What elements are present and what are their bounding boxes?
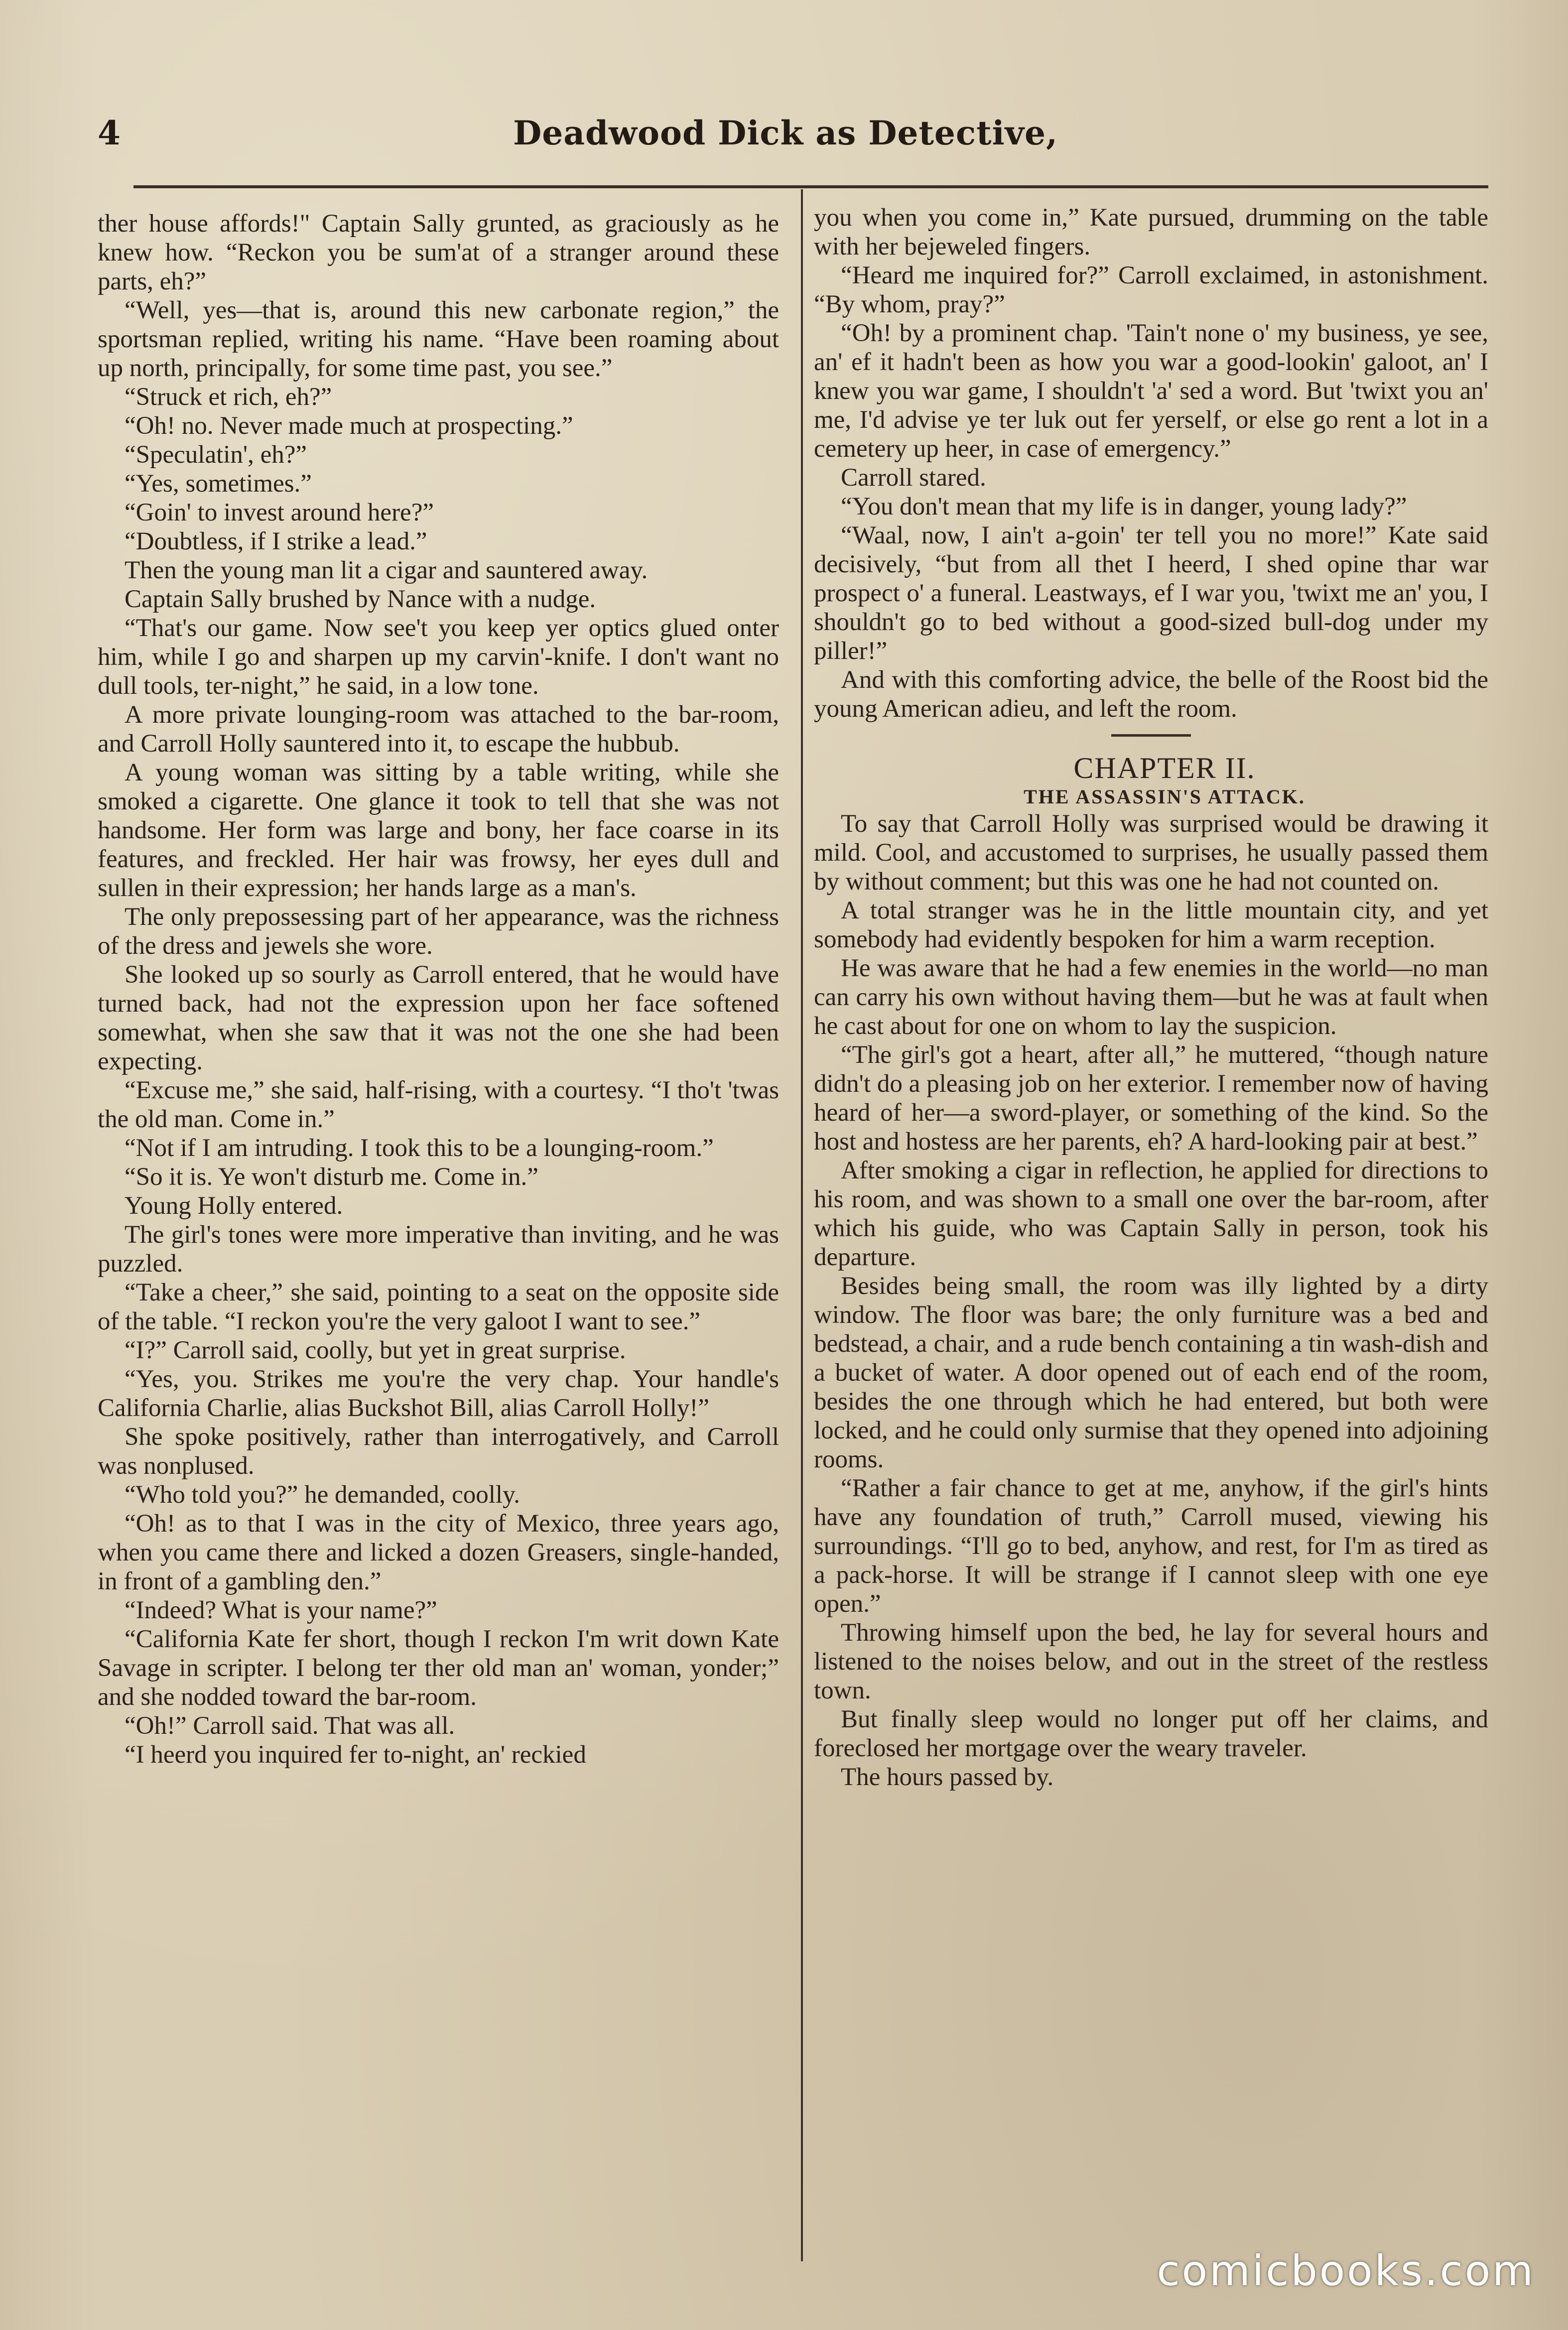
paragraph: “So it is. Ye won't disturb me. Come in.” <box>125 1163 538 1191</box>
chapter-title: CHAPTER II. <box>1073 752 1256 784</box>
right-column <box>814 203 1488 2255</box>
paragraph: “Excuse me,” she said, half-rising, with a courtesy. “I tho't 'twas the old man. Come in.” <box>98 1076 779 1133</box>
paragraph: After smoking a cigar in reflection, he applied for directions to his room, and was shown to a small one over the bar-room, after which his guide, who was Captain Sally in person, took his departure. <box>814 1157 1488 1271</box>
watermark: comicbooks.com <box>1157 2246 1535 2295</box>
paragraph: “Speculatin', eh?” <box>125 441 307 469</box>
paragraph: “I heerd you inquired fer to-night, an' reckied <box>125 1741 586 1769</box>
paragraph: “Rather a fair chance to get at me, anyhow, if the girl's hints have any foundation of truth,” Carroll mused, viewing his surroundings. “I'll go to bed, anyhow, and rest, for I'm as tired as a pack-horse. It will be strange if I cannot sleep with one eye open.” <box>814 1474 1488 1618</box>
paragraph: “Doubtless, if I strike a lead.” <box>125 527 427 555</box>
right-column-text-after-chapter <box>814 809 1488 1792</box>
paragraph: “Struck et rich, eh?” <box>125 383 332 411</box>
section-divider <box>1111 734 1191 737</box>
left-column <box>98 209 779 2261</box>
paragraph: A more private lounging-room was attached to the bar-room, and Carroll Holly sauntered into it, to escape the hubbub. <box>98 701 779 758</box>
paragraph: Carroll stared. <box>841 464 986 492</box>
paragraph: She spoke positively, rather than interrogatively, and Carroll was nonplused. <box>98 1423 779 1480</box>
paragraph: Captain Sally brushed by Nance with a nudge. <box>125 585 596 613</box>
paragraph: She looked up so sourly as Carroll entered, that he would have turned back, had not the expression upon her face softened somewhat, when she saw that it was not the one she had been expecting. <box>98 961 779 1075</box>
page-header <box>0 114 1568 173</box>
paragraph: “Indeed? What is your name?” <box>125 1596 437 1624</box>
paragraph: “Yes, you. Strikes me you're the very chap. Your handle's California Charlie, alias Buckshot Bill, alias Carroll Holly!” <box>98 1365 779 1422</box>
paragraph: “Take a cheer,” she said, pointing to a seat on the opposite side of the table. “I reckon you're the very galoot I want to see.” <box>98 1279 779 1335</box>
page-number: 4 <box>98 114 121 152</box>
paragraph: “Heard me inquired for?” Carroll exclaimed, in astonishment. “By whom, pray?” <box>814 261 1488 318</box>
paragraph: “Well, yes—that is, around this new carbonate region,” the sportsman replied, writing his name. “Have been roaming about up north, principally, for some time past, you see.” <box>98 296 779 382</box>
paragraph: you when you come in,” Kate pursued, drumming on the table with her bejeweled fingers. <box>814 204 1488 260</box>
paragraph: Then the young man lit a cigar and sauntered away. <box>125 556 648 584</box>
paragraph: He was aware that he had a few enemies in the world—no man can carry his own without having them—but he was at fault when he cast about for one on whom to lay the suspicion. <box>814 954 1488 1040</box>
paragraph: “Yes, sometimes.” <box>125 470 312 498</box>
paragraph: “That's our game. Now see't you keep yer optics glued onter him, while I go and sharpen up my carvin'-knife. I don't want no dull tools, ter-night,” he said, in a low tone. <box>98 614 779 700</box>
paragraph: The only prepossessing part of her appearance, was the richness of the dress and jewels she wore. <box>98 903 779 960</box>
paragraph: “California Kate fer short, though I reckon I'm writ down Kate Savage in scripter. I belong ter ther old man an' woman, yonder;” and she nodded toward the bar-room. <box>98 1625 779 1711</box>
paragraph: The hours passed by. <box>841 1763 1054 1791</box>
paragraph: “You don't mean that my life is in danger, young lady?” <box>841 493 1407 520</box>
paragraph: A young woman was sitting by a table writing, while she smoked a cigarette. One glance it took to tell that she was not handsome. Her form was large and bony, her face coarse in its features, and freckled. Her hair was frowsy, her eyes dull and sullen in their expression; her hands large as a man's. <box>98 759 779 902</box>
paragraph: “Oh! no. Never made much at prospecting.” <box>125 412 573 440</box>
paragraph: “Oh!” Carroll said. That was all. <box>125 1712 455 1740</box>
paragraph: “I?” Carroll said, coolly, but yet in great surprise. <box>125 1336 626 1364</box>
paragraph: And with this comforting advice, the belle of the Roost bid the young American adieu, and left the room. <box>814 666 1488 723</box>
running-title: Deadwood Dick as Detective, <box>513 114 1058 152</box>
paragraph: “Oh! as to that I was in the city of Mexico, three years ago, when you came there and licked a dozen Greasers, single-handed, in front of a gambling den.” <box>98 1510 779 1595</box>
paragraph: ther house affords!" Captain Sally grunted, as graciously as he knew how. “Reckon you be sum'at of a stranger around these parts, eh?” <box>98 210 779 295</box>
paragraph: The girl's tones were more imperative than inviting, and he was puzzled. <box>98 1221 779 1278</box>
paragraph: “The girl's got a heart, after all,” he muttered, “though nature didn't do a pleasing job on her exterior. I remember now of having heard of her—a sword-player, or something of the kind. So the host and hostess are her parents, eh? A hard-looking pair at best.” <box>814 1041 1488 1156</box>
paragraph: “Oh! by a prominent chap. 'Tain't none o' my business, ye see, an' ef it hadn't been as how you war a good-lookin' galoot, an' I knew you war game, I shouldn't 'a' sed a word. But 'twixt you an' me, I'd advise ye ter luk out fer yerself, or else go rent a lot in a cemetery up heer, in case of emergency.” <box>814 319 1488 463</box>
paragraph: But finally sleep would no longer put off her claims, and foreclosed her mortgage over the weary traveler. <box>814 1705 1488 1762</box>
paragraph: Besides being small, the room was illy lighted by a dirty window. The floor was bare; the only furniture was a bed and bedstead, a chair, and a rude bench containing a tin wash-dish and a bucket of water. A door opened out of each end of the room, besides the one through which he had entered, but both were locked, and he could only surmise that they opened into adjoining rooms. <box>814 1272 1488 1473</box>
paragraph: “Who told you?” he demanded, coolly. <box>125 1481 521 1509</box>
paragraph: “Not if I am intruding. I took this to be a lounging-room.” <box>125 1134 714 1162</box>
paragraph: Young Holly entered. <box>125 1192 343 1220</box>
right-column-text-before-chapter <box>814 203 1488 723</box>
column-divider <box>801 189 803 2261</box>
paragraph: To say that Carroll Holly was surprised would be drawing it mild. Cool, and accustomed to surprises, he usually passed them by without comment; but this was one he had not counted on. <box>814 810 1488 896</box>
paragraph: “Goin' to invest around here?” <box>125 499 434 526</box>
paragraph: “Waal, now, I ain't a-goin' ter tell you no more!” Kate said decisively, “but from all thet I heerd, I shed opine thar war prospect o' a funeral. Leastways, ef I war you, 'twixt me an' you, I shouldn't go to bed without a good-sized bull-dog under my piller!” <box>814 521 1488 665</box>
chapter-subtitle: THE ASSASSIN'S ATTACK. <box>1024 785 1306 808</box>
paragraph: A total stranger was he in the little mountain city, and yet somebody had evidently bespoken for him a warm reception. <box>814 897 1488 953</box>
paragraph: Throwing himself upon the bed, he lay for several hours and listened to the noises below, and out in the street of the restless town. <box>814 1619 1488 1704</box>
header-rule <box>133 185 1488 188</box>
